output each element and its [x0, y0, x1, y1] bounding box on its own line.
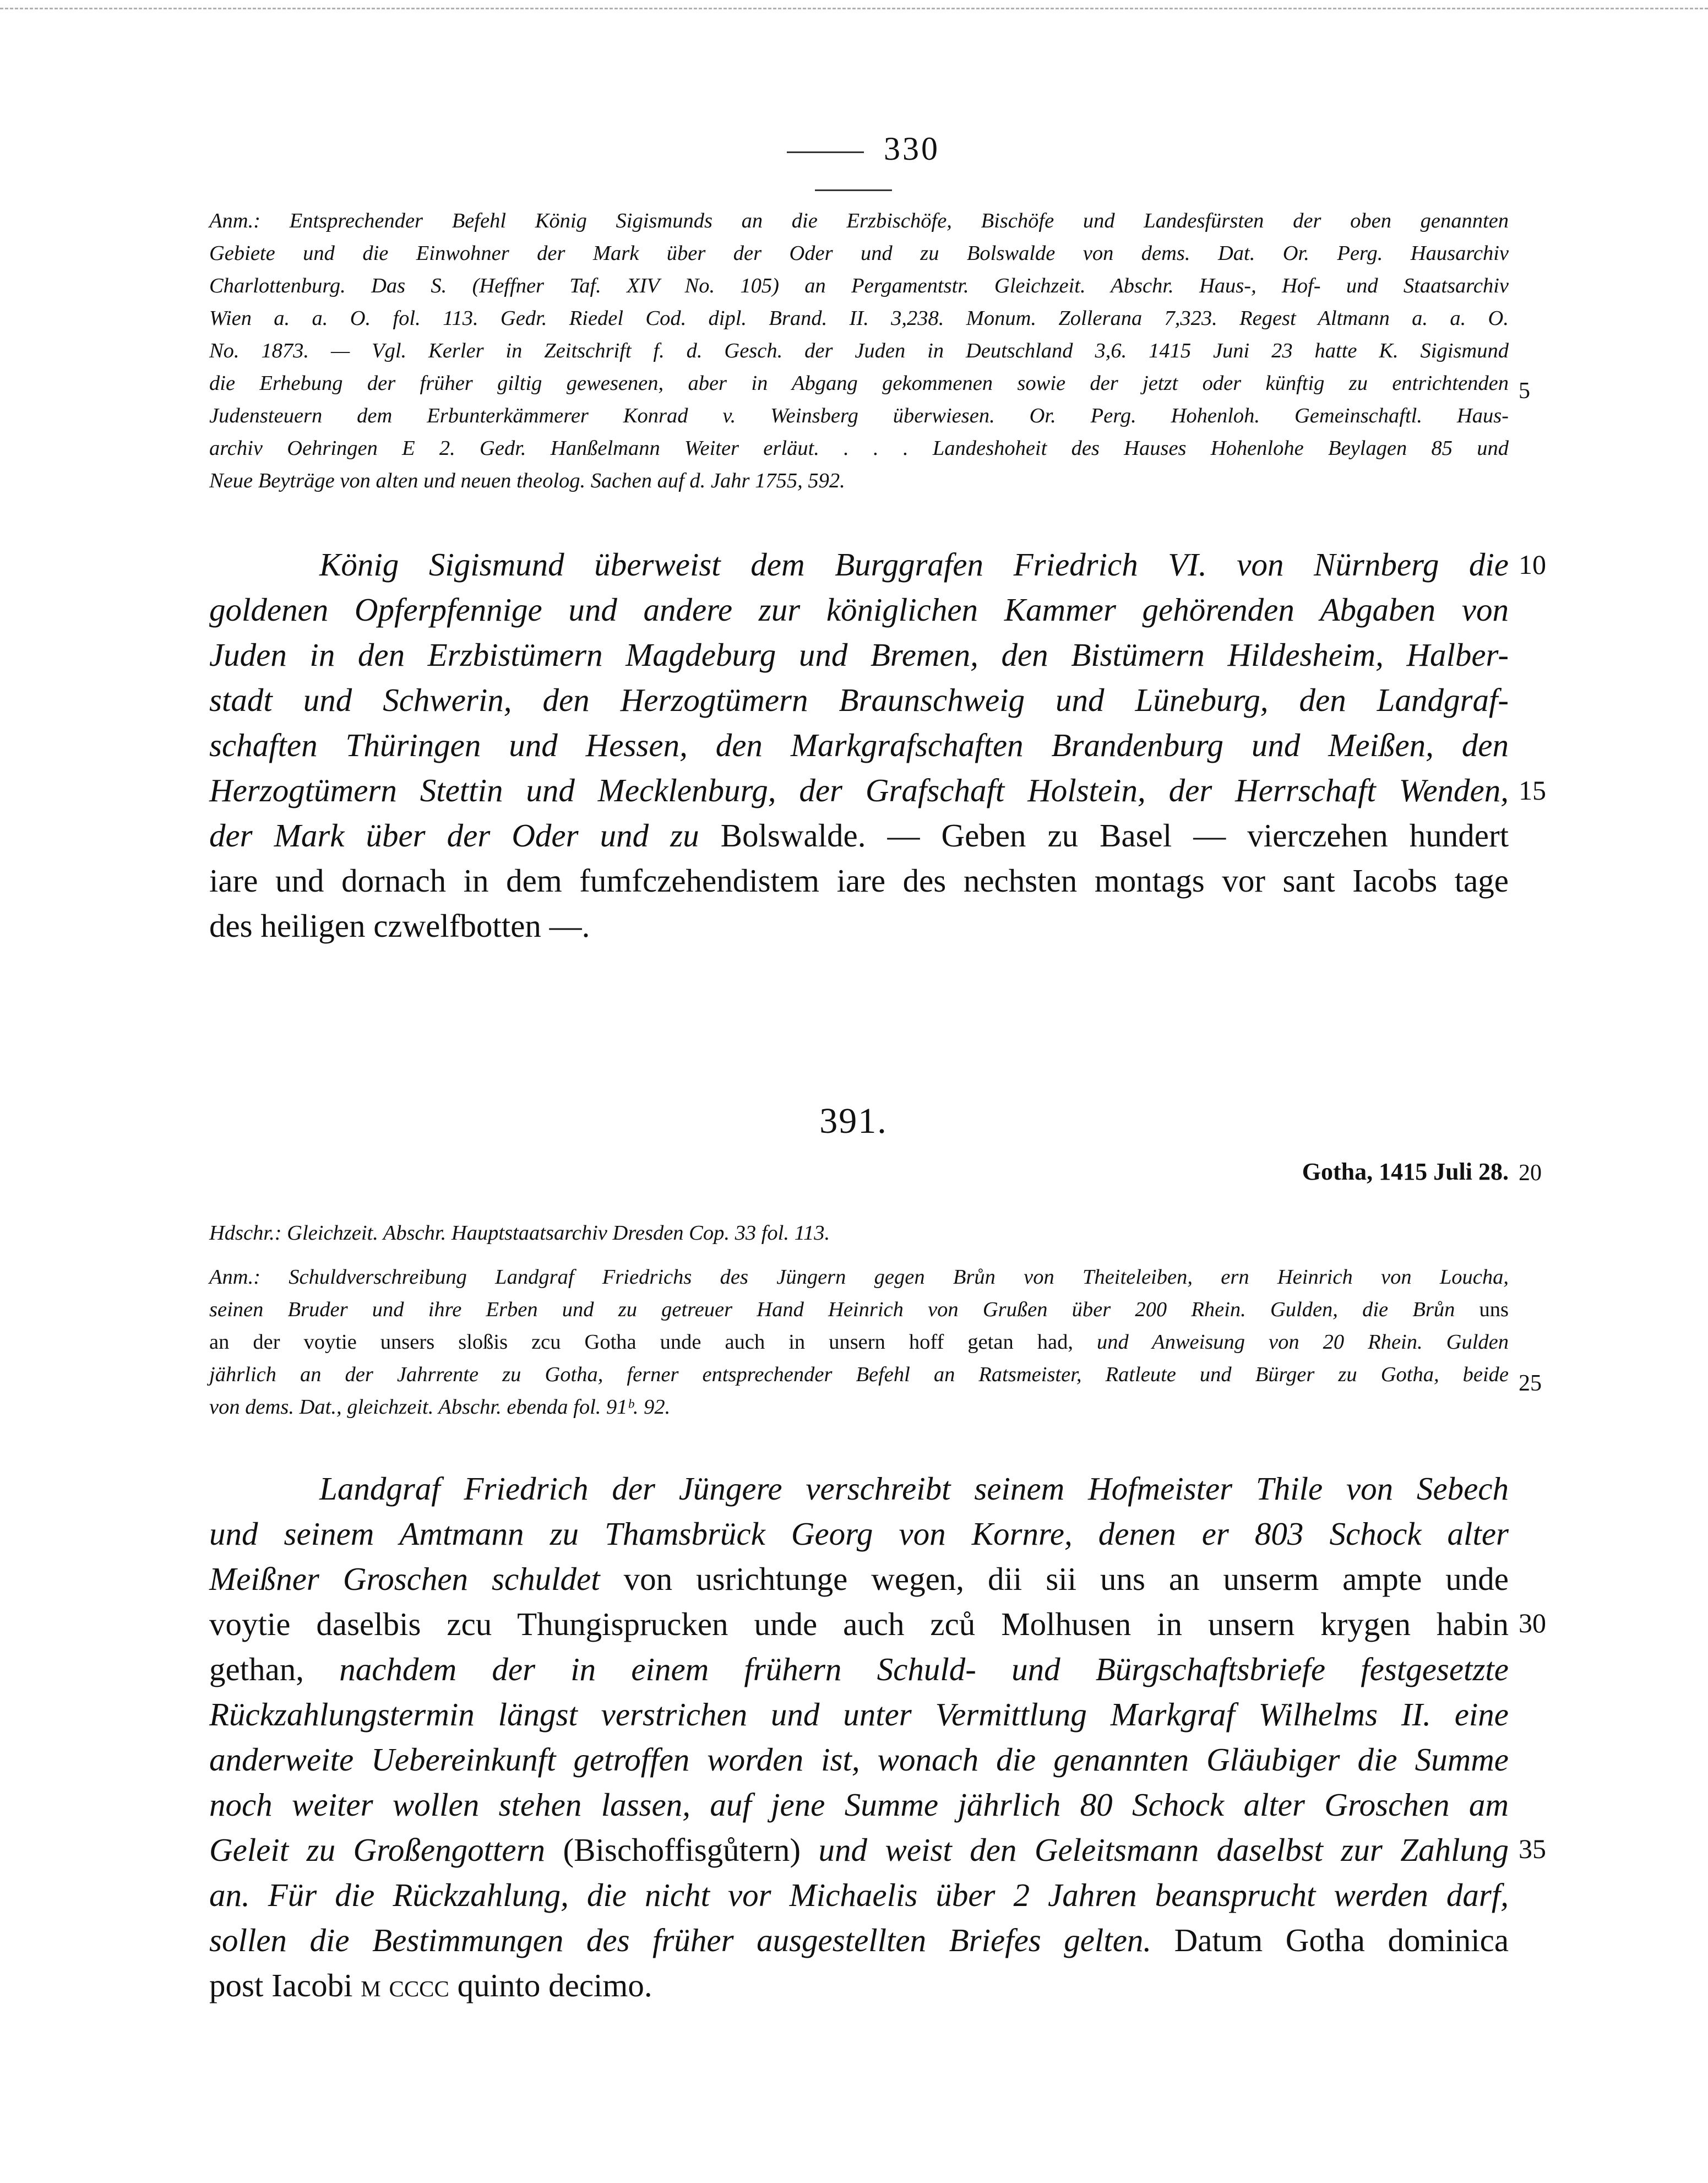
regest-1-line: König Sigismund überweist dem Burggrafen Friedrich VI. von Nürnberg die — [319, 546, 1509, 583]
margin-line-number: 5 — [1519, 378, 1530, 404]
note-2-quote: uns — [1479, 1298, 1509, 1321]
regest-1-line: Juden in den Erzbistümern Magdeburg und Bremen, den Bistümern Hildesheim, Halber- — [209, 637, 1509, 673]
regest-2-line — [209, 1918, 1509, 1963]
note-2-line: jährlich an der Jahrrente zu Gotha, ferner entsprechender Befehl an Ratsmeister, Ratleute und Bürger zu Gotha, beide — [209, 1363, 1509, 1386]
regest-2-line: und seinem Amtmann zu Thamsbrück Georg von Kornre, denen er 803 Schock alter — [209, 1516, 1509, 1552]
regest-1-italic: der Mark über der Oder und zu — [209, 817, 699, 854]
regest-2-quote-line — [209, 1963, 1509, 2008]
regest-text-1 — [209, 542, 1509, 948]
note-2-line — [209, 1294, 1509, 1326]
regest-1-line: stadt und Schwerin, den Herzogtümern Braunschweig und Lüneburg, den Landgraf- — [209, 682, 1509, 718]
hdschr-line: Hdschr.: Gleichzeit. Abschr. Hauptstaatsarchiv Dresden Cop. 33 fol. 113. — [209, 1221, 830, 1245]
regest-2-line: Rückzahlungstermin längst verstrichen und unter Vermittlung Markgraf Wilhelms II. eine — [209, 1696, 1509, 1733]
page-number-dash-left — [787, 151, 864, 153]
margin-line-number: 35 — [1519, 1833, 1546, 1864]
note-1-line: Anm.: Entsprechender Befehl König Sigismunds an die Erzbischöfe, Bischöfe und Landesfürsten der oben genannten — [209, 209, 1509, 232]
regest-1-quote-line: des heiligen czwelfbotten —. — [209, 908, 590, 944]
note-2-line: Anm.: Schuldverschreibung Landgraf Friedrichs des Jüngern gegen Brůn von Theiteleiben, ern Heinrich von Loucha, — [209, 1266, 1509, 1289]
margin-line-number: 25 — [1519, 1371, 1542, 1396]
regest-2-quote: von usrichtunge wegen, dii sii uns an unserm ampte unde — [623, 1561, 1509, 1597]
note-1-line: No. 1873. — Vgl. Kerler in Zeitschrift f. d. Gesch. der Juden in Deutschland 3,6. 1415 Juni 23 hatte K. Sigismund — [209, 339, 1509, 362]
scan-edge-line — [0, 8, 1708, 9]
regest-2-quote: (Bischoffisgůtern) — [563, 1832, 801, 1868]
note-1-line: Judensteuern dem Erbunterkämmerer Konrad v. Weinsberg überwiesen. Or. Perg. Hohenloh. Gemeinschaftl. Haus- — [209, 404, 1509, 427]
page-number — [716, 130, 991, 206]
regest-1-line: schaften Thüringen und Hessen, den Markgrafschaften Brandenburg und Meißen, den — [209, 727, 1509, 763]
margin-line-number: 15 — [1519, 775, 1546, 806]
note-1-line: Wien a. a. O. fol. 113. Gedr. Riedel Cod. dipl. Brand. II. 3,238. Monum. Zollerana 7,323. Regest Altmann a. a. O. — [209, 307, 1509, 330]
regest-2-quote: gethan, — [209, 1651, 304, 1687]
regest-2-italic: nachdem der in einem frühern Schuld- und Bürgschaftsbriefe festgesetzte — [339, 1651, 1509, 1687]
regest-1-line: goldenen Opferpfennige und andere zur königlichen Kammer gehörenden Abgaben von — [209, 591, 1509, 628]
note-1-line: die Erhebung der früher giltig gewesenen, aber in Abgang gekommenen sowie der jetzt oder künftig zu entrichtenden — [209, 372, 1509, 395]
regest-1-quote: Bolswalde. — Geben zu Basel — vierczehen hundert — [720, 817, 1509, 854]
regest-2-line: an. Für die Rückzahlung, die nicht vor Michaelis über 2 Jahren beansprucht werden darf, — [209, 1877, 1509, 1913]
note-1-line: archiv Oehringen E 2. Gedr. Hanßelmann Weiter erläut. . . . Landeshoheit des Hauses Hohenlohe Beylagen 85 und — [209, 437, 1509, 460]
note-1-line: Charlottenburg. Das S. (Heffner Taf. XIV No. 105) an Pergamentstr. Gleichzeit. Abschr. Haus-, Hof- und Staatsarchiv — [209, 274, 1509, 297]
document-dateline: Gotha, 1415 Juli 28. — [1302, 1158, 1509, 1185]
note-1 — [209, 205, 1509, 497]
regest-2-line — [209, 1647, 1509, 1692]
regest-2-italic: und weist den Geleitsmann daselbst zur Zahlung — [818, 1832, 1509, 1868]
note-2-line: von dems. Dat., gleichzeit. Abschr. ebenda fol. 91ᵇ. 92. — [209, 1395, 671, 1419]
page-number-dash-right — [815, 189, 892, 191]
regest-2-quote-line: voytie daselbis zcu Thungisprucken unde auch zců Molhusen in unsern krygen habin — [209, 1606, 1509, 1642]
note-2-line — [209, 1326, 1509, 1359]
document-number: 391. — [819, 1101, 888, 1141]
regest-text-2 — [209, 1466, 1509, 2008]
regest-2-quote: Datum Gotha dominica — [1174, 1922, 1509, 1958]
regest-2-line: noch weiter wollen stehen lassen, auf jene Summe jährlich 80 Schock alter Groschen am — [209, 1786, 1509, 1823]
regest-2-line: anderweite Uebereinkunft getroffen worden ist, wonach die genannten Gläubiger die Summe — [209, 1741, 1509, 1778]
manuscript-source — [209, 1217, 1509, 1250]
note-2 — [209, 1261, 1509, 1424]
regest-2-quote: post Iacobi — [209, 1967, 353, 2003]
note-1-line: Gebiete und die Einwohner der Mark über der Oder und zu Bolswalde von dems. Dat. Or. Perg. Hausarchiv — [209, 242, 1509, 265]
page-number-text: 330 — [884, 131, 940, 167]
regest-2-italic: Geleit zu Großengottern — [209, 1832, 546, 1868]
regest-2-line: Landgraf Friedrich der Jüngere verschreibt seinem Hofmeister Thile von Sebech — [319, 1470, 1509, 1507]
regest-2-italic: Meißner Groschen schuldet — [209, 1561, 600, 1597]
margin-line-number: 30 — [1519, 1608, 1546, 1638]
regest-1-quote-line: iare und dornach in dem fumfczehendistem iare des nechsten montags vor sant Iacobs tage — [209, 862, 1509, 899]
note-2-italic: und Anweisung von 20 Rhein. Gulden — [1096, 1331, 1509, 1354]
margin-line-number: 20 — [1519, 1160, 1542, 1186]
regest-2-year: m cccc — [361, 1967, 449, 2003]
margin-line-number: 10 — [1519, 549, 1546, 580]
regest-2-line — [209, 1827, 1509, 1872]
regest-2-quote: quinto decimo. — [457, 1967, 652, 2003]
regest-1-line: Herzogtümern Stettin und Mecklenburg, der Grafschaft Holstein, der Herrschaft Wenden, — [209, 772, 1509, 808]
regest-2-line — [209, 1556, 1509, 1601]
note-1-line: Neue Beyträge von alten und neuen theolog. Sachen auf d. Jahr 1755, 592. — [209, 469, 845, 492]
note-2-italic: seinen Bruder und ihre Erben und zu getreuer Hand Heinrich von Grußen über 200 Rhein. Gulden, die Brůn — [209, 1298, 1455, 1321]
regest-2-italic: sollen die Bestimmungen des früher ausgestellten Briefes gelten. — [209, 1922, 1152, 1958]
note-2-quote: an der voytie unsers sloßis zcu Gotha unde auch in unsern hoff getan had, — [209, 1331, 1073, 1354]
regest-1-line — [209, 813, 1509, 858]
